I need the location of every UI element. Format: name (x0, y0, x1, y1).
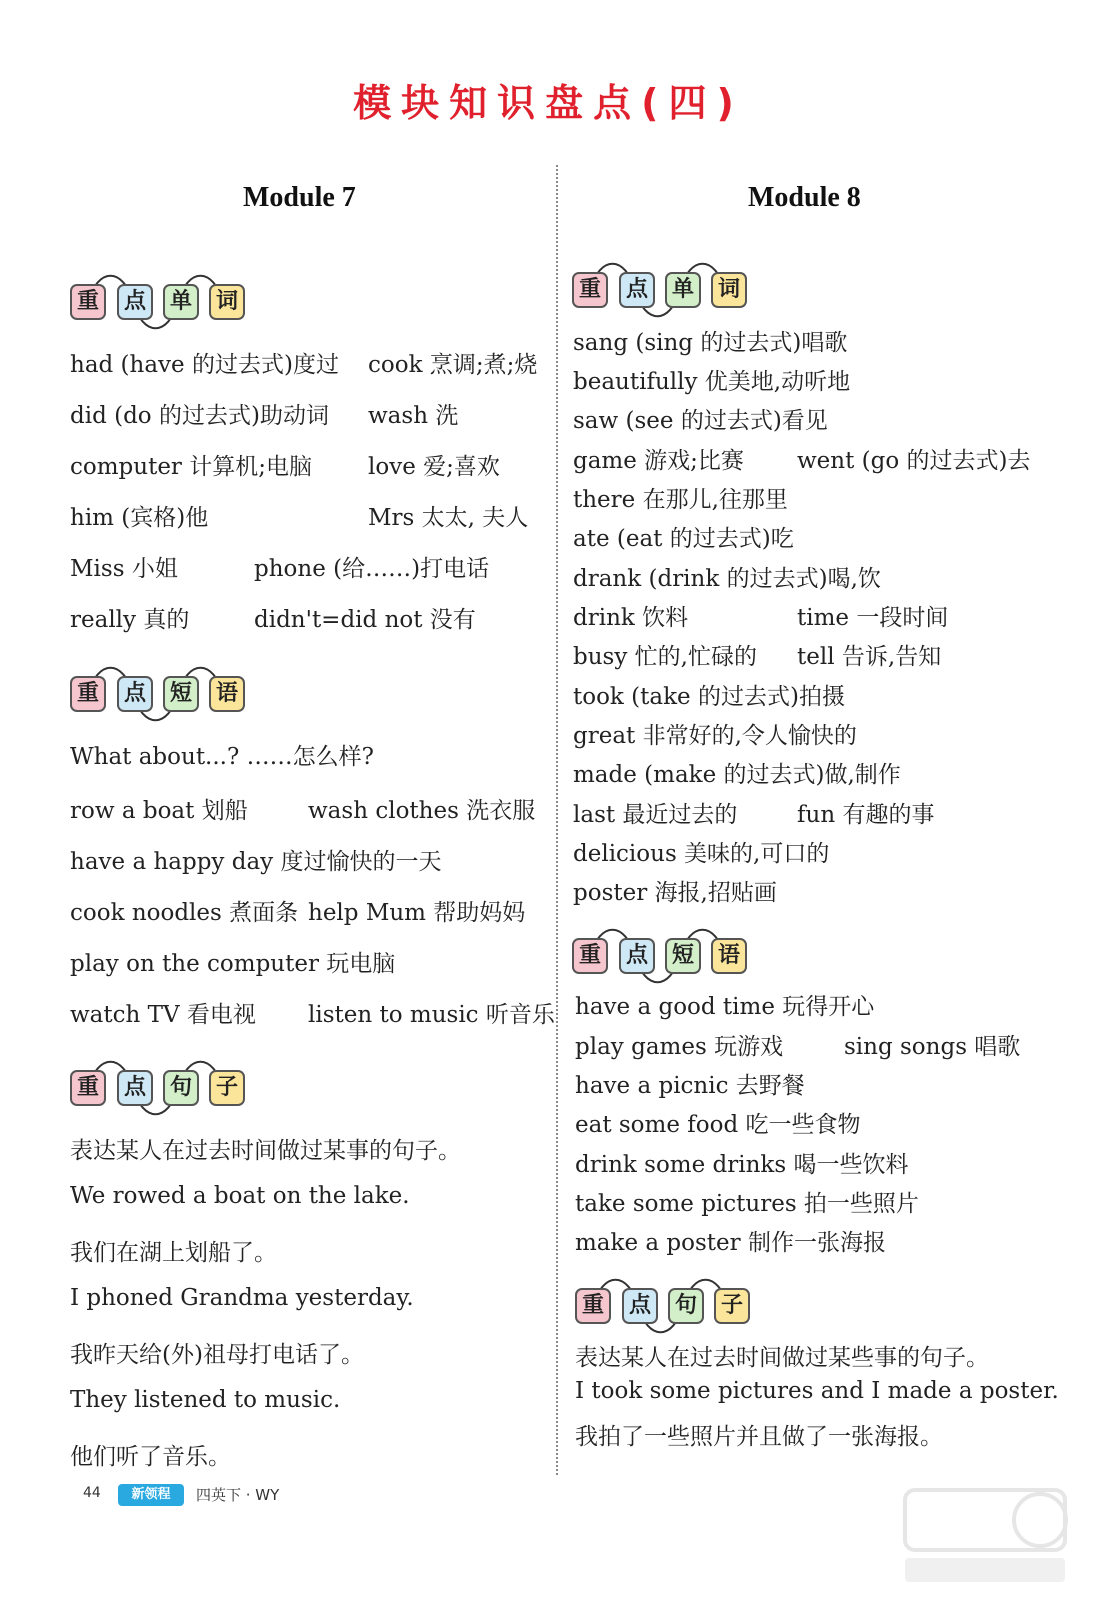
word-entry: delicious 美味的,可口的 (573, 841, 830, 867)
word-entry: busy 忙的,忙碌的 (573, 644, 757, 670)
phrase-entry: make a poster 制作一张海报 (575, 1230, 886, 1256)
badge-char: 重 (70, 284, 106, 320)
sentence-entry: 他们听了音乐。 (70, 1444, 231, 1470)
badge-char: 点 (117, 676, 153, 712)
word-entry: beautifully 优美地,动听地 (573, 369, 851, 395)
phrase-entry: cook noodles 煮面条 (70, 900, 299, 926)
page-number: 44 (83, 1485, 101, 1501)
phrase-entry: have a picnic 去野餐 (575, 1073, 805, 1099)
word-entry: Miss 小姐 (70, 556, 178, 582)
word-entry: went (go 的过去式)去 (797, 448, 1031, 474)
sentence-entry: 我们在湖上划船了。 (70, 1240, 277, 1266)
word-entry: phone (给……)打电话 (254, 556, 490, 582)
badge-char: 短 (163, 676, 199, 712)
phrase-entry: eat some food 吃一些食物 (575, 1112, 861, 1138)
phrase-entry: play on the computer 玩电脑 (70, 951, 396, 977)
word-entry: drink 饮料 (573, 605, 689, 631)
phrase-entry: have a happy day 度过愉快的一天 (70, 849, 442, 875)
badge-char: 句 (163, 1070, 199, 1106)
word-entry: fun 有趣的事 (797, 802, 935, 828)
phrase-entry: What about...? ……怎么样? (70, 744, 374, 770)
word-entry: wash 洗 (368, 403, 459, 429)
badge-char: 重 (572, 938, 608, 974)
phrase-entry: play games 玩游戏 (575, 1034, 784, 1060)
page-title: 模块知识盘点(四) (353, 81, 744, 125)
sentence-entry: 我昨天给(外)祖母打电话了。 (70, 1342, 364, 1368)
brand-badge: 新领程 (118, 1484, 184, 1506)
badge-char: 单 (665, 272, 701, 308)
badge-char: 点 (117, 284, 153, 320)
phrase-entry: sing songs 唱歌 (844, 1034, 1021, 1060)
watermark-logo-icon (900, 1480, 1070, 1590)
phrase-entry: watch TV 看电视 (70, 1002, 256, 1028)
word-entry: love 爱;喜欢 (368, 454, 500, 480)
word-entry: Mrs 太太, 夫人 (368, 505, 529, 531)
badge-char: 子 (209, 1070, 245, 1106)
sentence-entry: I took some pictures and I made a poster. (575, 1378, 1059, 1404)
badge-char: 句 (668, 1288, 704, 1324)
badge-char: 短 (665, 938, 701, 974)
sentence-entry: 我拍了一些照片并且做了一张海报。 (575, 1424, 943, 1450)
badge-char: 语 (209, 676, 245, 712)
badge-char: 点 (619, 938, 655, 974)
badge-char: 重 (70, 1070, 106, 1106)
badge-char: 语 (711, 938, 747, 974)
word-entry: made (make 的过去式)做,制作 (573, 762, 901, 788)
sentence-entry: 表达某人在过去时间做过某些事的句子。 (575, 1345, 989, 1371)
sentence-entry: They listened to music. (70, 1387, 341, 1413)
badge-char: 点 (619, 272, 655, 308)
word-entry: time 一段时间 (797, 605, 949, 631)
word-entry: poster 海报,招贴画 (573, 880, 777, 906)
badge-char: 重 (575, 1288, 611, 1324)
phrase-entry: listen to music 听音乐 (308, 1002, 555, 1028)
badge-char: 词 (209, 284, 245, 320)
column-divider (556, 165, 558, 1475)
word-entry: had (have 的过去式)度过 (70, 352, 339, 378)
word-entry: tell 告诉,告知 (797, 644, 942, 670)
sentence-entry: 表达某人在过去时间做过某事的句子。 (70, 1138, 461, 1164)
grade-label: 四英下 · WY (196, 1486, 280, 1504)
word-entry: saw (see 的过去式)看见 (573, 408, 828, 434)
badge-char: 重 (70, 676, 106, 712)
word-entry: sang (sing 的过去式)唱歌 (573, 330, 848, 356)
word-entry: really 真的 (70, 607, 190, 633)
badge-char: 点 (117, 1070, 153, 1106)
word-entry: ate (eat 的过去式)吃 (573, 526, 794, 552)
badge-char: 重 (572, 272, 608, 308)
phrase-entry: row a boat 划船 (70, 798, 248, 824)
module-7-heading: Module 7 (243, 182, 356, 213)
phrase-entry: have a good time 玩得开心 (575, 994, 875, 1020)
word-entry: there 在那儿,往那里 (573, 487, 788, 513)
word-entry: great 非常好的,令人愉快的 (573, 723, 857, 749)
sentence-entry: I phoned Grandma yesterday. (70, 1285, 414, 1311)
word-entry: last 最近过去的 (573, 802, 738, 828)
word-entry: did (do 的过去式)助动词 (70, 403, 329, 429)
word-entry: him (宾格)他 (70, 505, 209, 531)
word-entry: didn't=did not 没有 (254, 607, 476, 633)
module-8-heading: Module 8 (748, 182, 861, 213)
badge-char: 词 (711, 272, 747, 308)
badge-char: 单 (163, 284, 199, 320)
word-entry: computer 计算机;电脑 (70, 454, 312, 480)
badge-char: 点 (622, 1288, 658, 1324)
word-entry: took (take 的过去式)拍摄 (573, 684, 845, 710)
word-entry: game 游戏;比赛 (573, 448, 744, 474)
word-entry: cook 烹调;煮;烧 (368, 352, 538, 378)
phrase-entry: take some pictures 拍一些照片 (575, 1191, 919, 1217)
phrase-entry: help Mum 帮助妈妈 (308, 900, 526, 926)
phrase-entry: drink some drinks 喝一些饮料 (575, 1152, 909, 1178)
sentence-entry: We rowed a boat on the lake. (70, 1183, 410, 1209)
badge-char: 子 (714, 1288, 750, 1324)
word-entry: drank (drink 的过去式)喝,饮 (573, 566, 881, 592)
phrase-entry: wash clothes 洗衣服 (308, 798, 536, 824)
